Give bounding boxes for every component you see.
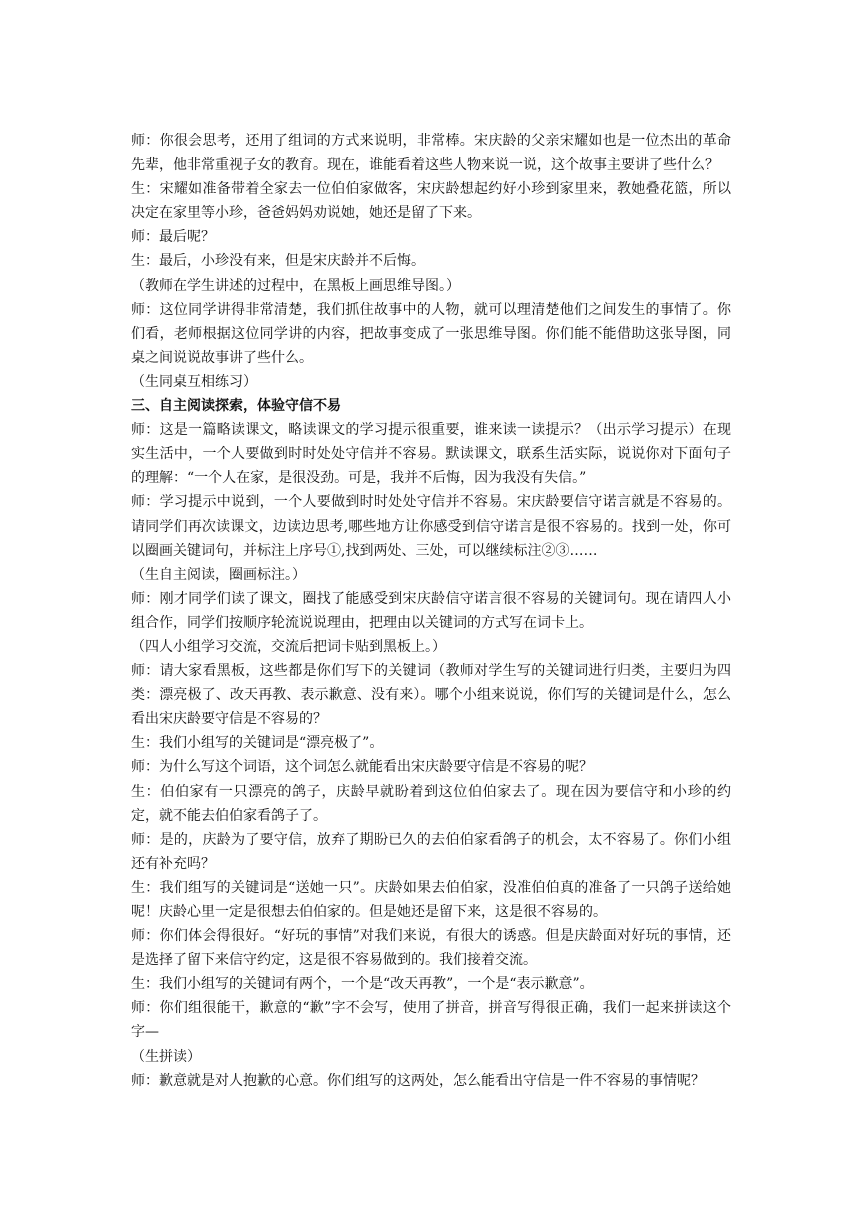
paragraph: 师：这是一篇略读课文，略读课文的学习提示很重要，谁来读一读提示？（出示学习提示）在现实生活中，一个人要做到时时处处守信并不容易。默读课文，联系生活实际，说说你对下面句子的理解：“一个人在家，是很没劲。可是，我并不后悔，因为我没有失信。” — [131, 422, 731, 487]
paragraph: 师：你们组很能干，歉意的“歉”字不会写，使用了拼音，拼音写得很正确，我们一起来拼读这个字— — [131, 1000, 731, 1041]
paragraph: （生同桌互相练习） — [131, 373, 257, 390]
paragraph: （生拼读） — [131, 1048, 201, 1065]
paragraph: 师：歉意就是对人抱歉的心意。你们组写的这两处，怎么能看出守信是一件不容易的事情呢？ — [131, 1072, 705, 1089]
paragraph: 师：这位同学讲得非常清楚，我们抓住故事中的人物，就可以理清楚他们之间发生的事情了。你们看，老师根据这位同学讲的内容，把故事变成了一张思维导图。你们能不能借助这张导图，同桌之间说说故事讲了些什么。 — [131, 301, 731, 366]
paragraph: 生：我们小组写的关键词有两个，一个是“改天再教”，一个是“表示歉意”。 — [131, 976, 594, 993]
paragraph: 师：学习提示中说到，一个人要做到时时处处守信并不容易。宋庆龄要信守诺言就是不容易的。请同学们再次读课文，边读边思考,哪些地方让你感受到信守诺言是很不容易的。找到一处，你可以圈画关键词句，并标注上序号①,找到两处、三处，可以继续标注②③…… — [131, 494, 731, 559]
paragraph: （生自主阅读，圈画标注。） — [131, 566, 306, 583]
document-page — [131, 129, 731, 1093]
paragraph: 师：为什么写这个词语，这个词怎么就能看出宋庆龄要守信是不容易的呢？ — [131, 759, 593, 776]
paragraph: 师：刚才同学们读了课文，圈找了能感受到宋庆龄信守诺言很不容易的关键词句。现在请四人小组合作，同学们按顺序轮流说说理由，把理由以关键词的方式写在词卡上。 — [131, 590, 731, 631]
paragraph: 师：你很会思考，还用了组词的方式来说明，非常棒。宋庆龄的父亲宋耀如也是一位杰出的革命先辈，他非常重视子女的教育。现在，谁能看着这些人物来说一说，这个故事主要讲了些什么？ — [131, 133, 731, 174]
paragraph: 师：是的，庆龄为了要守信，放弃了期盼已久的去伯伯家看鸽子的机会，太不容易了。你们小组还有补充吗？ — [131, 831, 731, 872]
paragraph: 生：我们组写的关键词是“送她一只”。庆龄如果去伯伯家，没准伯伯真的准备了一只鸽子送给她呢！庆龄心里一定是很想去伯伯家的。但是她还是留下来，这是很不容易的。 — [131, 879, 731, 920]
paragraph: 生：最后，小珍没有来，但是宋庆龄并不后悔。 — [131, 253, 425, 270]
paragraph: （教师在学生讲述的过程中，在黑板上画思维导图。） — [131, 277, 460, 294]
paragraph: 生：伯伯家有一只漂亮的鸽子，庆龄早就盼着到这位伯伯家去了。现在因为要信守和小珍的约定，就不能去伯伯家看鸽子了。 — [131, 783, 731, 824]
paragraph: （四人小组学习交流，交流后把词卡贴到黑板上。） — [131, 638, 446, 655]
paragraph: 师：请大家看黑板，这些都是你们写下的关键词（教师对学生写的关键词进行归类，主要归为四类：漂亮极了、改天再教、表示歉意、没有来）。哪个小组来说说，你们写的关键词是什么，怎么看出宋庆龄要守信是不容易的？ — [131, 663, 731, 728]
paragraph: 生：我们小组写的关键词是“漂亮极了”。 — [131, 735, 384, 752]
paragraph: 生：宋耀如准备带着全家去一位伯伯家做客，宋庆龄想起约好小珍到家里来，教她叠花篮，所以决定在家里等小珍，爸爸妈妈劝说她，她还是留了下来。 — [131, 181, 731, 222]
paragraph: 师：你们体会得很好。“好玩的事情”对我们来说，有很大的诱惑。但是庆龄面对好玩的事情，还是选择了留下来信守约定，这是很不容易做到的。我们接着交流。 — [131, 928, 731, 969]
paragraph: 师：最后呢？ — [131, 229, 215, 246]
section-heading: 三、自主阅读探索，体验守信不易 — [131, 398, 341, 415]
